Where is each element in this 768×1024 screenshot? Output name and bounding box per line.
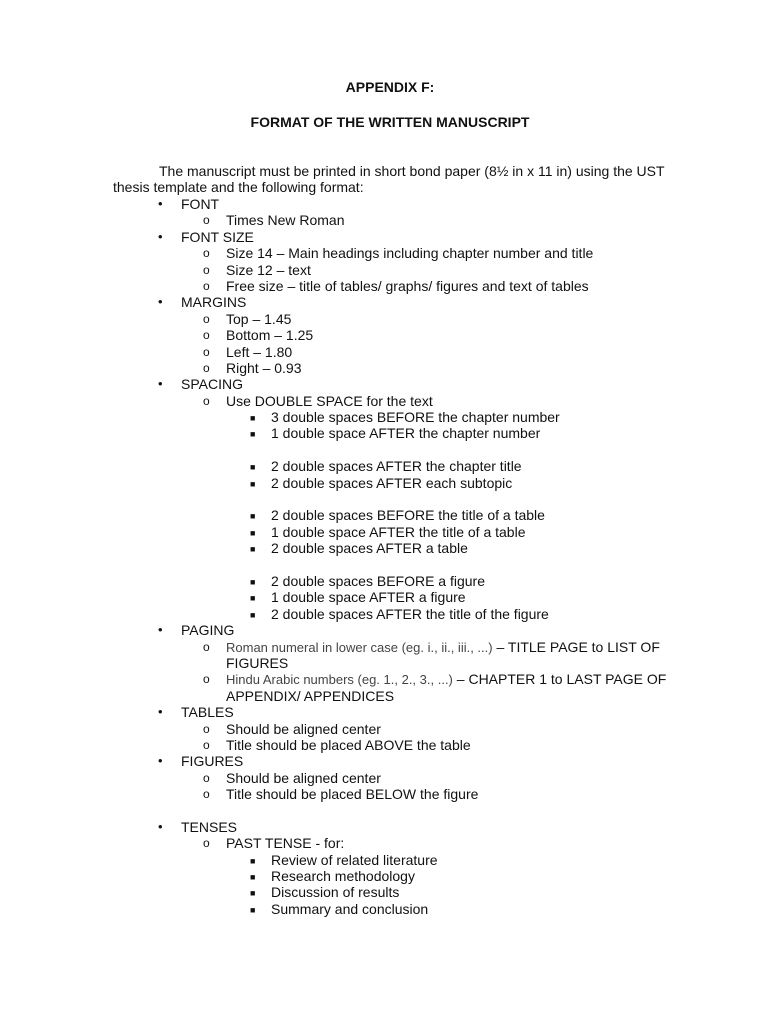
bullet-marker: •: [158, 196, 163, 211]
spacing-subitem: 2 double spaces AFTER the chapter title: [271, 458, 522, 475]
figures-item: Should be aligned center: [226, 769, 381, 786]
bullet-marker: •: [158, 376, 163, 392]
blank-line: [0, 491, 768, 507]
section-label-margins: MARGINS: [181, 294, 247, 311]
paging-roman-range-cont: FIGURES: [226, 654, 289, 671]
list-item-figures: [0, 753, 768, 769]
square-marker: ■: [250, 576, 256, 587]
list-item: [0, 278, 768, 294]
tables-item: Title should be placed ABOVE the table: [226, 736, 471, 753]
list-item: [0, 245, 768, 261]
paging-roman-range: – TITLE PAGE to LIST OF: [492, 638, 660, 655]
spacing-subitem: 1 double space AFTER the title of a table: [271, 523, 526, 540]
circle-marker: o: [203, 721, 210, 736]
list-item: [0, 344, 768, 360]
list-item-paging: [0, 622, 768, 638]
format-list: [0, 196, 768, 917]
square-marker: ■: [250, 462, 256, 473]
square-marker: ■: [250, 478, 256, 489]
section-label-font-size: FONT SIZE: [181, 228, 254, 245]
tenses-subitem: Summary and conclusion: [271, 900, 429, 917]
paging-arabic-range-cont: APPENDIX/ APPENDICES: [226, 687, 395, 704]
circle-marker: o: [203, 836, 210, 851]
list-item: [0, 721, 768, 737]
list-item: [0, 409, 768, 425]
list-item: [0, 868, 768, 884]
section-label-figures: FIGURES: [181, 753, 244, 770]
section-label-font: FONT: [181, 196, 220, 212]
list-item: [0, 606, 768, 622]
paging-item-roman: [226, 639, 660, 656]
list-item: [0, 327, 768, 343]
intro-paragraph: [113, 163, 673, 196]
square-marker: ■: [250, 609, 256, 620]
circle-marker: o: [203, 672, 210, 687]
spacing-subitem: 2 double spaces AFTER each subtopic: [271, 474, 513, 491]
blank-line: [0, 442, 768, 458]
spacing-subitem: 2 double spaces AFTER the title of the figure: [271, 605, 549, 622]
font-size-item: Free size – title of tables/ graphs/ figures and text of tables: [226, 277, 589, 294]
circle-marker: o: [203, 246, 210, 261]
paging-roman-desc: Roman numeral in lower case (eg. i., ii., iii., ...): [226, 639, 493, 655]
appendix-title: APPENDIX F:: [345, 79, 435, 95]
square-marker: ■: [250, 511, 256, 522]
circle-marker: o: [203, 787, 210, 802]
bullet-marker: •: [158, 294, 163, 310]
list-item: [0, 212, 768, 228]
tenses-subitem: Review of related literature: [271, 851, 438, 868]
circle-marker: o: [203, 262, 210, 277]
list-item: [0, 540, 768, 556]
list-item: [0, 458, 768, 474]
circle-marker: o: [203, 278, 210, 293]
circle-marker: o: [203, 737, 210, 752]
paging-arabic-desc: Hindu Arabic numbers (eg. 1., 2., 3., ...): [226, 672, 453, 688]
square-marker: ■: [250, 888, 256, 899]
margin-item: Left – 1.80: [226, 343, 293, 360]
spacing-subitem: 3 double spaces BEFORE the chapter number: [271, 409, 560, 426]
list-item-continuation: [0, 655, 768, 671]
square-marker: ■: [250, 429, 256, 440]
list-item-margins: [0, 294, 768, 310]
bullet-marker: •: [158, 622, 163, 638]
bullet-marker: •: [158, 818, 163, 834]
spacing-subitem: 2 double spaces BEFORE the title of a table: [271, 507, 545, 524]
circle-marker: o: [203, 311, 210, 326]
spacing-subitem: 1 double space AFTER the chapter number: [271, 425, 541, 442]
list-item: [0, 737, 768, 753]
circle-marker: o: [203, 393, 210, 408]
bullet-marker: •: [158, 704, 163, 720]
section-label-tenses: TENSES: [181, 818, 238, 835]
margin-item: Top – 1.45: [226, 310, 292, 327]
intro-line-1: The manuscript must be printed in short bond paper (8½ in x 11 in) using the UST: [159, 163, 665, 179]
list-item: [0, 393, 768, 409]
list-item: [0, 770, 768, 786]
spacing-subitem: 2 double spaces AFTER a table: [271, 540, 468, 557]
list-item: [0, 360, 768, 376]
square-marker: ■: [250, 593, 256, 604]
square-marker: ■: [250, 527, 256, 538]
spacing-subitem: 1 double space AFTER a figure: [271, 589, 466, 606]
section-label-spacing: SPACING: [181, 376, 243, 393]
circle-marker: o: [203, 770, 210, 785]
list-item: [0, 262, 768, 278]
list-item: [0, 671, 768, 687]
square-marker: ■: [250, 904, 256, 915]
figures-item: Title should be placed BELOW the figure: [226, 786, 479, 803]
paging-item-arabic: [226, 671, 666, 688]
bullet-marker: •: [158, 753, 163, 769]
section-label-paging: PAGING: [181, 622, 235, 639]
circle-marker: o: [203, 639, 210, 654]
square-marker: ■: [250, 855, 256, 866]
list-item: [0, 835, 768, 851]
square-marker: ■: [250, 413, 256, 424]
tenses-item: PAST TENSE - for:: [226, 835, 345, 852]
tenses-subitem: Research methodology: [271, 868, 415, 885]
square-marker: ■: [250, 544, 256, 555]
font-item: Times New Roman: [226, 212, 345, 229]
list-item: [0, 425, 768, 441]
margin-item: Right – 0.93: [226, 359, 302, 376]
tables-item: Should be aligned center: [226, 720, 381, 737]
circle-marker: o: [203, 213, 210, 228]
circle-marker: o: [203, 344, 210, 359]
blank-line: [0, 557, 768, 573]
font-size-item: Size 12 – text: [226, 261, 311, 278]
square-marker: ■: [250, 872, 256, 883]
tenses-subitem: Discussion of results: [271, 884, 400, 901]
list-item: [0, 639, 768, 655]
list-item-spacing: [0, 376, 768, 392]
bullet-marker: •: [158, 228, 163, 244]
section-label-tables: TABLES: [181, 704, 234, 721]
font-size-item: Size 14 – Main headings including chapter number and title: [226, 245, 594, 262]
margin-item: Bottom – 1.25: [226, 327, 314, 344]
circle-marker: o: [203, 360, 210, 375]
circle-marker: o: [203, 328, 210, 343]
intro-line-2: thesis template and the following format:: [113, 179, 364, 196]
list-item: [0, 573, 768, 589]
blank-line: [0, 802, 768, 818]
appendix-subtitle: FORMAT OF THE WRITTEN MANUSCRIPT: [250, 114, 530, 130]
list-item: [0, 852, 768, 868]
spacing-subitem: 2 double spaces BEFORE a figure: [271, 572, 486, 589]
list-item-font-size: [0, 229, 768, 245]
list-item: [0, 884, 768, 900]
spacing-item: Use DOUBLE SPACE for the text: [226, 392, 433, 409]
list-item: [0, 786, 768, 802]
list-item-font: [0, 196, 768, 212]
list-item: [0, 901, 768, 917]
list-item: [0, 475, 768, 491]
paging-arabic-range: – CHAPTER 1 to LAST PAGE OF: [452, 671, 667, 688]
list-item: [0, 311, 768, 327]
list-item: [0, 589, 768, 605]
list-item: [0, 524, 768, 540]
list-item: [0, 507, 768, 523]
list-item-tenses: [0, 819, 768, 835]
list-item-continuation: [0, 688, 768, 704]
list-item-tables: [0, 704, 768, 720]
